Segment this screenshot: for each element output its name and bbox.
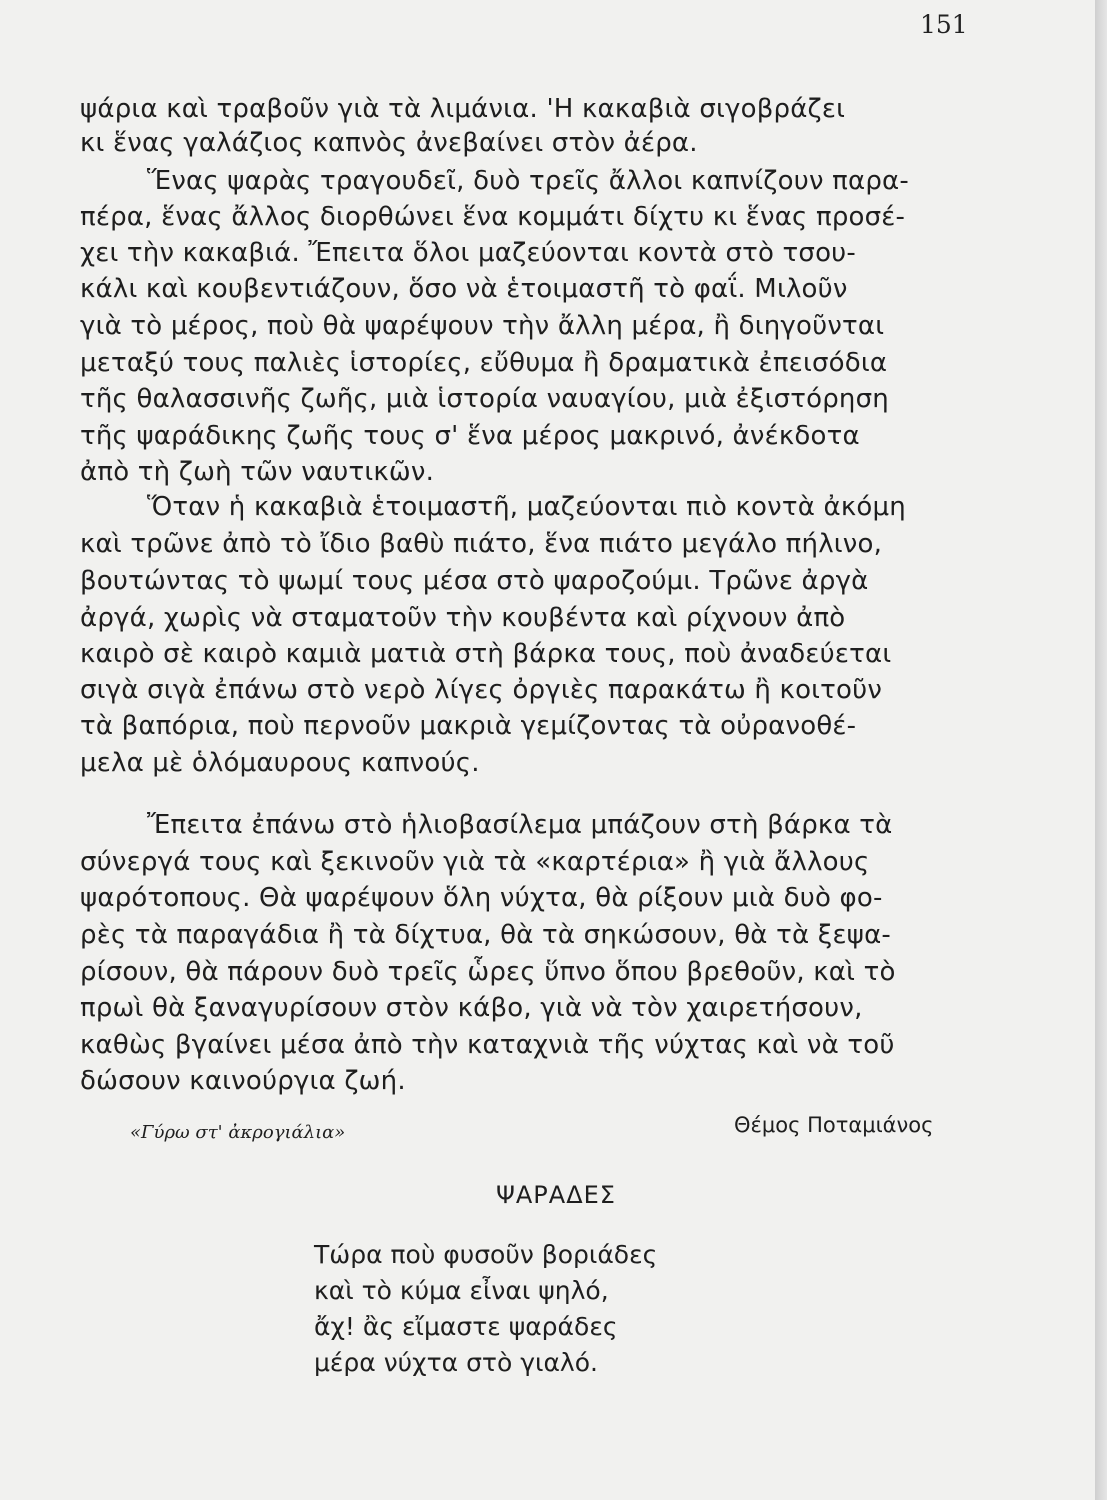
text-line: κι ἕνας γαλάζιος καπνὸς ἀνεβαίνει στὸν ἀέρα. [80,128,698,158]
text-line: βουτώντας τὸ ψωμί τους μέσα στὸ ψαροζούμι. Τρῶνε ἀργὰ [80,566,869,596]
text-line: καὶ τρῶνε ἀπὸ τὸ ἴδιο βαθὺ πιάτο, ἕνα πιάτο μεγάλο πήλινο, [80,529,883,559]
page-number: 151 [920,10,968,39]
text-line: καθὼς βγαίνει μέσα ἀπὸ τὴν καταχνιὰ τῆς νύχτας καὶ νὰ τοῦ [80,1030,895,1060]
text-line: πέρα, ἕνας ἄλλος διορθώνει ἕνα κομμάτι δίχτυ κι ἕνας προσέ- [80,202,906,232]
text-line: ψάρια καὶ τραβοῦν γιὰ τὰ λιμάνια. 'Η κακαβιὰ σιγοβράζει [80,94,846,124]
text-line: τῆς θαλασσινῆς ζωῆς, μιὰ ἱστορία ναυαγίου, μιὰ ἐξιστόρηση [80,384,889,414]
source-citation: «Γύρω στ' ἀκρογιάλια» [130,1122,346,1143]
poem-title: ΨΑΡΑΔΕΣ [496,1181,616,1209]
text-line: σιγὰ σιγὰ ἐπάνω στὸ νερὸ λίγες ὀργιὲς παρακάτω ἢ κοιτοῦν [80,675,883,705]
text-line: δώσουν καινούργια ζωή. [80,1066,406,1096]
poem-verse: καὶ τὸ κύμα εἶναι ψηλό, [314,1276,609,1305]
text-line: γιὰ τὸ μέρος, ποὺ θὰ ψαρέψουν τὴν ἄλλη μέρα, ἢ διηγοῦνται [80,311,885,341]
text-line: σύνεργά τους καὶ ξεκινοῦν γιὰ τὰ «καρτέρια» ἢ γιὰ ἄλλους [80,847,870,877]
text-line: μεταξύ τους παλιὲς ἱστορίες, εὔθυμα ἢ δραματικὰ ἐπεισόδια [80,348,888,378]
text-line: ψαρότοπους. Θὰ ψαρέψουν ὅλη νύχτα, θὰ ρίξουν μιὰ δυὸ φο- [80,883,883,913]
poem-verse: ἄχ! ἂς εἴμαστε ψαράδες [314,1312,618,1341]
text-line: ἀργά, χωρὶς νὰ σταματοῦν τὴν κουβέντα καὶ ρίχνουν ἀπὸ [80,603,846,633]
text-line: ἀπὸ τὴ ζωὴ τῶν ναυτικῶν. [80,457,435,487]
page-edge [1095,0,1107,1500]
text-line: Ὅταν ἡ κακαβιὰ ἑτοιμαστῆ, μαζεύονται πιὸ κοντὰ ἀκόμη [147,492,906,522]
text-line: χει τὴν κακαβιά. Ἔπειτα ὅλοι μαζεύονται κοντὰ στὸ τσου- [80,238,857,268]
text-line: ρὲς τὰ παραγάδια ἢ τὰ δίχτυα, θὰ τὰ σηκώσουν, θὰ τὰ ξεψα- [80,920,891,950]
text-line: Ἕνας ψαρὰς τραγουδεῖ, δυὸ τρεῖς ἄλλοι καπνίζουν παρα- [147,166,909,196]
poem-verse: μέρα νύχτα στὸ γιαλό. [314,1348,598,1377]
text-line: κάλι καὶ κουβεντιάζουν, ὅσο νὰ ἑτοιμαστῆ τὸ φαΐ. Μιλοῦν [80,274,848,304]
text-line: Ἔπειτα ἐπάνω στὸ ἡλιοβασίλεμα μπάζουν στὴ βάρκα τὰ [147,810,893,840]
text-line: καιρὸ σὲ καιρὸ καμιὰ ματιὰ στὴ βάρκα τους, ποὺ ἀναδεύεται [80,639,892,669]
text-line: τῆς ψαράδικης ζωῆς τους σ' ἕνα μέρος μακρινό, ἀνέκδοτα [80,421,860,451]
text-line: ρίσουν, θὰ πάρουν δυὸ τρεῖς ὧρες ὕπνο ὅπου βρεθοῦν, καὶ τὸ [80,957,896,987]
author-name: Θέμος Ποταμιάνος [734,1113,934,1137]
text-line: τὰ βαπόρια, ποὺ περνοῦν μακριὰ γεμίζοντας τὰ οὐρανοθέ- [80,711,857,741]
text-line: μελα μὲ ὁλόμαυρους καπνούς. [80,748,480,778]
text-line: πρωὶ θὰ ξαναγυρίσουν στὸν κάβο, γιὰ νὰ τὸν χαιρετήσουν, [80,993,863,1023]
poem-verse: Τώρα ποὺ φυσοῦν βοριάδες [314,1240,658,1269]
